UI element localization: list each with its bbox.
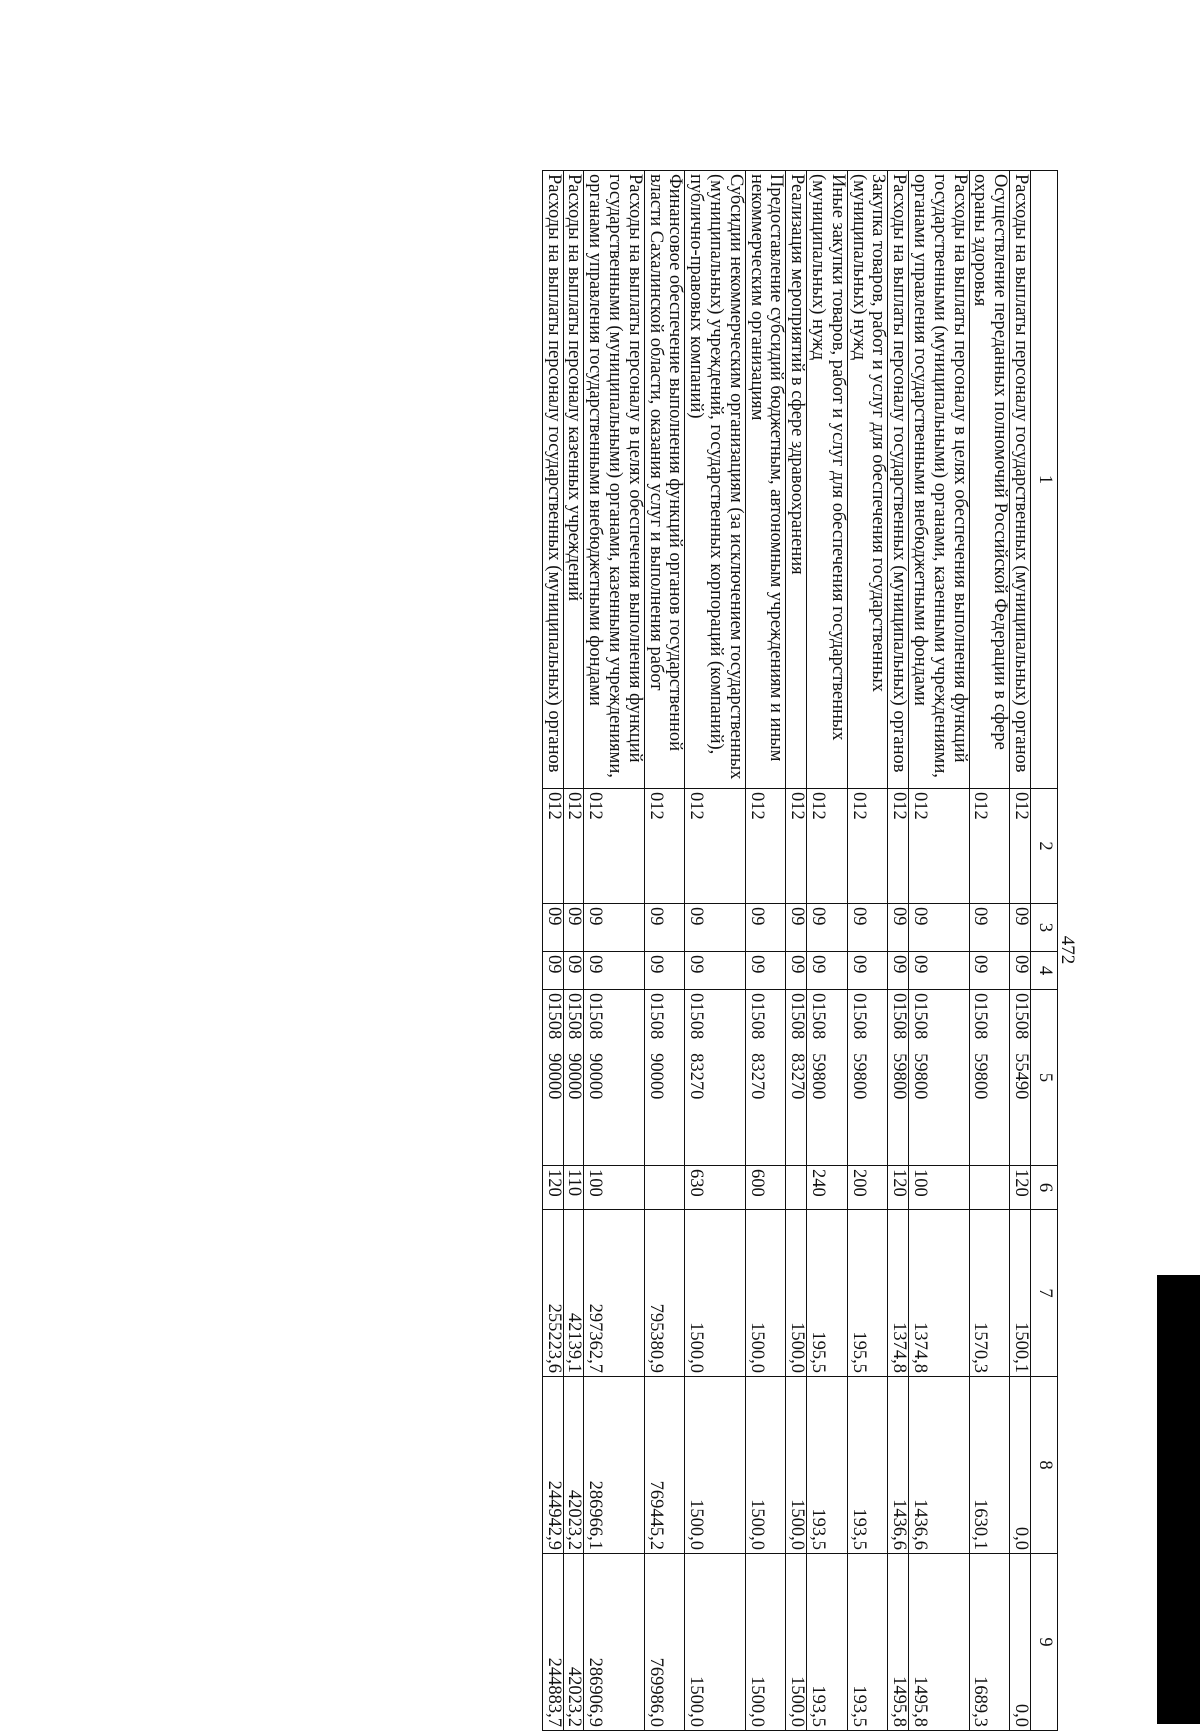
amount-col-7: 795380,9 (644, 1210, 685, 1377)
ministry-code: 012 (563, 789, 584, 904)
section-code: 09 (1010, 904, 1031, 952)
header-col-9: 9 (1031, 1554, 1058, 1731)
ministry-code: 012 (584, 789, 644, 904)
target-article-code: 01508 90000 (542, 990, 563, 1166)
amount-col-8: 1500,0 (786, 1377, 807, 1554)
table-row (644, 171, 685, 1731)
table-row (1010, 171, 1031, 1731)
target-article-code: 01508 59800 (888, 990, 909, 1166)
header-col-4: 4 (1031, 952, 1058, 990)
expense-name: Расходы на выплаты персоналу государственных (муниципальных) органов (542, 171, 563, 789)
table-row (888, 171, 909, 1731)
expense-type-code (786, 1166, 807, 1210)
amount-col-9: 1500,0 (745, 1554, 786, 1731)
ministry-code: 012 (969, 789, 1010, 904)
expense-type-code: 240 (807, 1166, 848, 1210)
target-article-code: 01508 59800 (909, 990, 969, 1166)
subsection-code: 09 (909, 952, 969, 990)
amount-col-8: 1500,0 (685, 1377, 745, 1554)
amount-col-7: 1374,8 (909, 1210, 969, 1377)
amount-col-8: 1436,6 (909, 1377, 969, 1554)
section-code: 09 (685, 904, 745, 952)
amount-col-7: 195,5 (847, 1210, 888, 1377)
expense-name: Расходы на выплаты персоналу в целях обеспечения выполнения функций государственными (муниципальными) органами, казенными учреждениями, органами управления государственными внебюджетными фондами (909, 171, 969, 789)
expense-type-code: 110 (563, 1166, 584, 1210)
target-article-code: 01508 90000 (563, 990, 584, 1166)
amount-col-7: 1500,1 (1010, 1210, 1031, 1377)
expense-type-code (644, 1166, 685, 1210)
subsection-code: 09 (969, 952, 1010, 990)
amount-col-7: 1500,0 (745, 1210, 786, 1377)
table-row (685, 171, 745, 1731)
subsection-code: 09 (563, 952, 584, 990)
expense-type-code: 200 (847, 1166, 888, 1210)
subsection-code: 09 (888, 952, 909, 990)
page-number: 472 (1057, 935, 1078, 965)
amount-col-7: 255223,6 (542, 1210, 563, 1377)
subsection-code: 09 (745, 952, 786, 990)
rotated-page (82, 170, 1082, 1727)
amount-col-9: 286906,9 (584, 1554, 644, 1731)
subsection-code: 09 (685, 952, 745, 990)
ministry-code: 012 (807, 789, 848, 904)
table-row (542, 171, 563, 1731)
amount-col-8: 1436,6 (888, 1377, 909, 1554)
header-col-1: 1 (1031, 171, 1058, 789)
scan-edge-black-bar (1157, 1275, 1200, 1724)
target-article-code: 01508 90000 (584, 990, 644, 1166)
amount-col-7: 1500,0 (685, 1210, 745, 1377)
amount-col-9: 1495,8 (888, 1554, 909, 1731)
table-row (786, 171, 807, 1731)
amount-col-7: 1570,3 (969, 1210, 1010, 1377)
ministry-code: 012 (888, 789, 909, 904)
table-row (563, 171, 584, 1731)
section-code: 09 (969, 904, 1010, 952)
amount-col-8: 1630,1 (969, 1377, 1010, 1554)
ministry-code: 012 (745, 789, 786, 904)
expense-type-code: 630 (685, 1166, 745, 1210)
ministry-code: 012 (685, 789, 745, 904)
expense-name: Осуществление переданных полномочий Российской Федерации в сфере охраны здоровья (969, 171, 1010, 789)
header-col-8: 8 (1031, 1377, 1058, 1554)
amount-col-9: 42023,2 (563, 1554, 584, 1731)
target-article-code: 01508 90000 (644, 990, 685, 1166)
amount-col-8: 193,5 (847, 1377, 888, 1554)
section-code: 09 (563, 904, 584, 952)
amount-col-9: 1689,3 (969, 1554, 1010, 1731)
header-col-2: 2 (1031, 789, 1058, 904)
amount-col-8: 1500,0 (745, 1377, 786, 1554)
expense-name: Расходы на выплаты персоналу в целях обеспечения выполнения функций государственными (муниципальными) органами, казенными учреждениями, органами управления государственными внебюджетными фондами (584, 171, 644, 789)
amount-col-8: 769445,2 (644, 1377, 685, 1554)
table-body (542, 171, 1030, 1731)
header-row (1031, 171, 1058, 1731)
section-code: 09 (807, 904, 848, 952)
header-col-5: 5 (1031, 990, 1058, 1166)
amount-col-9: 193,5 (807, 1554, 848, 1731)
ministry-code: 012 (542, 789, 563, 904)
section-code: 09 (644, 904, 685, 952)
table-row (584, 171, 644, 1731)
section-code: 09 (584, 904, 644, 952)
table-row (807, 171, 848, 1731)
section-code: 09 (888, 904, 909, 952)
target-article-code: 01508 59800 (969, 990, 1010, 1166)
ministry-code: 012 (1010, 789, 1031, 904)
expense-name: Предоставление субсидий бюджетным, автономным учреждениям и иным некоммерческим организациям (745, 171, 786, 789)
expense-type-code: 600 (745, 1166, 786, 1210)
ministry-code: 012 (909, 789, 969, 904)
ministry-code: 012 (644, 789, 685, 904)
amount-col-9: 1500,0 (786, 1554, 807, 1731)
amount-col-7: 1500,0 (786, 1210, 807, 1377)
expense-name: Иные закупки товаров, работ и услуг для обеспечения государственных (муниципальных) нужд (807, 171, 848, 789)
expense-type-code: 100 (909, 1166, 969, 1210)
expense-name: Реализация мероприятий в сфере здравоохранения (786, 171, 807, 789)
expense-type-code: 120 (542, 1166, 563, 1210)
amount-col-9: 0,0 (1010, 1554, 1031, 1731)
table-row (969, 171, 1010, 1731)
expense-name: Расходы на выплаты персоналу государственных (муниципальных) органов (1010, 171, 1031, 789)
table-row (847, 171, 888, 1731)
section-code: 09 (542, 904, 563, 952)
expense-name: Закупка товаров, работ и услуг для обеспечения государственных (муниципальных) нужд (847, 171, 888, 789)
amount-col-9: 193,5 (847, 1554, 888, 1731)
budget-table (542, 170, 1058, 1731)
amount-col-7: 1374,8 (888, 1210, 909, 1377)
subsection-code: 09 (847, 952, 888, 990)
ministry-code: 012 (786, 789, 807, 904)
expense-name: Субсидии некоммерческим организациям (за исключением государственных (муниципальных) учреждений, государственных корпораций (компаний), публично-правовых компаний) (685, 171, 745, 789)
expense-type-code (969, 1166, 1010, 1210)
amount-col-8: 42023,2 (563, 1377, 584, 1554)
amount-col-9: 244883,7 (542, 1554, 563, 1731)
amount-col-8: 244942,9 (542, 1377, 563, 1554)
header-col-6: 6 (1031, 1166, 1058, 1210)
expense-name: Расходы на выплаты персоналу государственных (муниципальных) органов (888, 171, 909, 789)
amount-col-8: 286966,1 (584, 1377, 644, 1554)
section-code: 09 (786, 904, 807, 952)
subsection-code: 09 (1010, 952, 1031, 990)
target-article-code: 01508 59800 (807, 990, 848, 1166)
expense-type-code: 120 (1010, 1166, 1031, 1210)
amount-col-7: 42139,1 (563, 1210, 584, 1377)
section-code: 09 (909, 904, 969, 952)
expense-name: Финансовое обеспечение выполнения функций органов государственной власти Сахалинской области, оказания услуг и выполнения работ (644, 171, 685, 789)
expense-type-code: 120 (888, 1166, 909, 1210)
ministry-code: 012 (847, 789, 888, 904)
subsection-code: 09 (584, 952, 644, 990)
target-article-code: 01508 83270 (745, 990, 786, 1166)
amount-col-8: 0,0 (1010, 1377, 1031, 1554)
subsection-code: 09 (807, 952, 848, 990)
subsection-code: 09 (542, 952, 563, 990)
table-row (909, 171, 969, 1731)
amount-col-7: 297362,7 (584, 1210, 644, 1377)
amount-col-8: 193,5 (807, 1377, 848, 1554)
target-article-code: 01508 55490 (1010, 990, 1031, 1166)
section-code: 09 (847, 904, 888, 952)
subsection-code: 09 (786, 952, 807, 990)
expense-type-code: 100 (584, 1166, 644, 1210)
header-col-3: 3 (1031, 904, 1058, 952)
amount-col-9: 1500,0 (685, 1554, 745, 1731)
amount-col-9: 769986,0 (644, 1554, 685, 1731)
target-article-code: 01508 59800 (847, 990, 888, 1166)
header-col-7: 7 (1031, 1210, 1058, 1377)
table-row (745, 171, 786, 1731)
section-code: 09 (745, 904, 786, 952)
target-article-code: 01508 83270 (685, 990, 745, 1166)
target-article-code: 01508 83270 (786, 990, 807, 1166)
amount-col-7: 195,5 (807, 1210, 848, 1377)
amount-col-9: 1495,8 (909, 1554, 969, 1731)
expense-name: Расходы на выплаты персоналу казенных учреждений (563, 171, 584, 789)
subsection-code: 09 (644, 952, 685, 990)
